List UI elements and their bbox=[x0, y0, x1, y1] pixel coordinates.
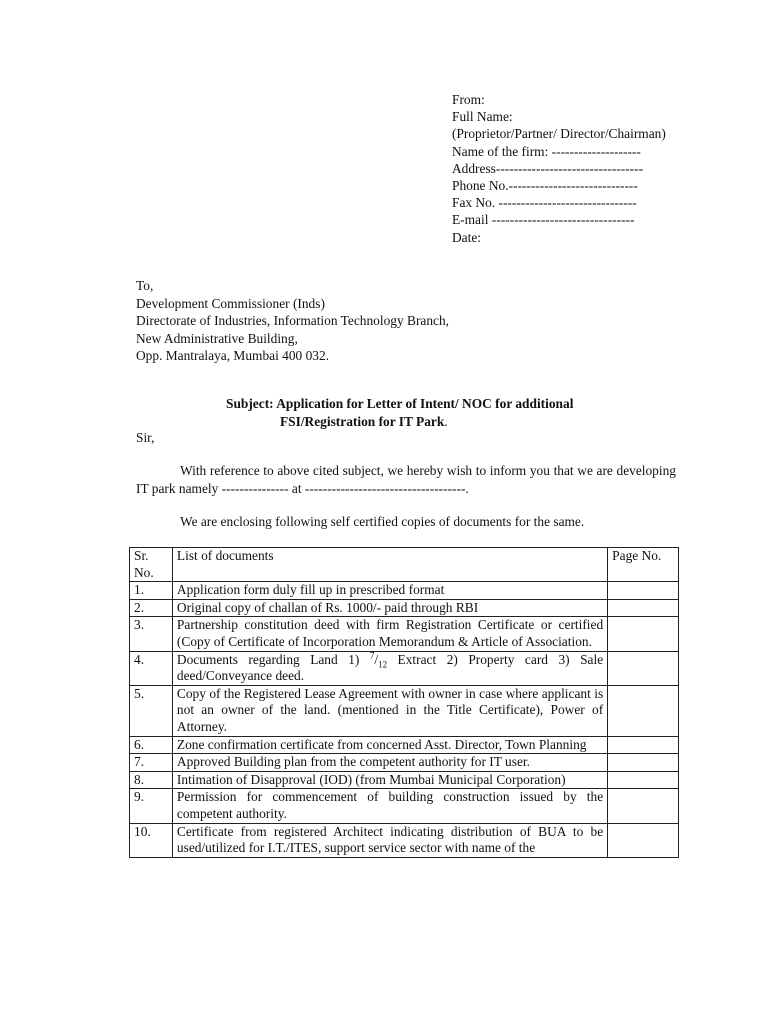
address-line: Address--------------------------------- bbox=[452, 160, 644, 176]
subject-line bbox=[136, 395, 676, 431]
row-sr: 7. bbox=[130, 754, 173, 772]
recipient-city: Opp. Mantralaya, Mumbai 400 032. bbox=[136, 348, 330, 363]
row-sr: 5. bbox=[130, 685, 173, 736]
row-document: Zone confirmation certificate from concerned Asst. Director, Town Planning bbox=[172, 736, 607, 754]
header-list-of-documents: List of documents bbox=[172, 548, 607, 582]
row-page-cell bbox=[608, 771, 679, 789]
documents-table bbox=[129, 547, 679, 858]
subject-period: . bbox=[444, 414, 448, 429]
header-page-no: Page No. bbox=[608, 548, 679, 582]
to-label: To, bbox=[136, 278, 154, 293]
table-row bbox=[130, 651, 679, 685]
land-docs-prefix: Documents regarding Land 1) bbox=[176, 651, 370, 667]
row-page-cell bbox=[608, 789, 679, 823]
row-sr: 8. bbox=[130, 771, 173, 789]
email-line: E-mail -------------------------------- bbox=[452, 212, 635, 228]
fraction-numerator: 7 bbox=[369, 650, 375, 661]
row-document: Approved Building plan from the competent authority for IT user. bbox=[172, 754, 607, 772]
row-page-cell bbox=[608, 754, 679, 772]
table-row bbox=[130, 736, 679, 754]
recipient-department: Directorate of Industries, Information Technology Branch, bbox=[136, 313, 450, 328]
recipient-building: New Administrative Building, bbox=[136, 330, 298, 346]
row-sr: 2. bbox=[130, 599, 173, 617]
row-document bbox=[172, 651, 607, 685]
row-page-cell bbox=[608, 736, 679, 754]
row-document: Application form duly fill up in prescribed format bbox=[172, 582, 607, 600]
table-row bbox=[130, 617, 679, 651]
header-sr-no: Sr. No. bbox=[130, 548, 173, 582]
row-page-cell bbox=[608, 651, 679, 685]
table-row bbox=[130, 823, 679, 857]
row-page-cell bbox=[608, 617, 679, 651]
row-sr: 10. bbox=[130, 823, 173, 857]
row-document: Copy of the Registered Lease Agreement with owner in case where applicant is not an owner of the land. (mentioned in the Title Certificate), Power of Attorney. bbox=[172, 685, 607, 736]
body-paragraph-2: We are enclosing following self certified copies of documents for the same. bbox=[180, 514, 585, 529]
row-document: Intimation of Disapproval (IOD) (from Mumbai Municipal Corporation) bbox=[172, 771, 607, 789]
row-sr: 4. bbox=[130, 651, 173, 685]
row-document: Certificate from registered Architect indicating distribution of BUA to be used/utilized for I.T./ITES, support service sector with name of the bbox=[172, 823, 607, 857]
fraction-slash: / bbox=[374, 651, 379, 667]
fraction-denominator: 12 bbox=[378, 659, 388, 670]
row-page-cell bbox=[608, 582, 679, 600]
table-row bbox=[130, 771, 679, 789]
firm-name-line: Name of the firm: -------------------- bbox=[452, 143, 641, 159]
land-docs-suffix: Extract 2) Property card 3) Sale deed/Conveyance deed. bbox=[176, 651, 604, 684]
subject-line-1: Subject: Application for Letter of Intent/ NOC for additional bbox=[226, 396, 574, 411]
sender-block bbox=[452, 91, 666, 246]
row-document: Original copy of challan of Rs. 1000/- paid through RBI bbox=[172, 599, 607, 617]
full-name-line: Full Name: bbox=[452, 109, 513, 125]
table-row bbox=[130, 582, 679, 600]
subject-line-2: FSI/Registration for IT Park bbox=[280, 414, 445, 429]
row-document: Partnership constitution deed with firm Registration Certificate or certified (Copy of Certificate of Incorporation Memorandum & Article of Association. bbox=[172, 617, 607, 651]
row-sr: 3. bbox=[130, 617, 173, 651]
salutation: Sir, bbox=[136, 430, 155, 445]
recipient-title: Development Commissioner (Inds) bbox=[136, 295, 325, 311]
phone-line: Phone No.----------------------------- bbox=[452, 178, 638, 194]
table-row bbox=[130, 685, 679, 736]
row-sr: 1. bbox=[130, 582, 173, 600]
table-header-row bbox=[130, 548, 679, 582]
row-page-cell bbox=[608, 823, 679, 857]
table-row bbox=[130, 754, 679, 772]
body-paragraph-1: With reference to above cited subject, we hereby wish to inform you that we are developing IT park namely --------------- at ------------------------------------. bbox=[136, 463, 676, 496]
row-page-cell bbox=[608, 685, 679, 736]
table-row bbox=[130, 789, 679, 823]
fax-line: Fax No. ------------------------------- bbox=[452, 195, 637, 211]
table-row bbox=[130, 599, 679, 617]
row-page-cell bbox=[608, 599, 679, 617]
row-document: Permission for commencement of building construction issued by the competent authority. bbox=[172, 789, 607, 823]
from-label: From: bbox=[452, 92, 485, 107]
row-sr: 9. bbox=[130, 789, 173, 823]
row-sr: 6. bbox=[130, 736, 173, 754]
date-line: Date: bbox=[452, 229, 481, 245]
recipient-block bbox=[136, 277, 449, 365]
designation-line: (Proprietor/Partner/ Director/Chairman) bbox=[452, 126, 666, 142]
